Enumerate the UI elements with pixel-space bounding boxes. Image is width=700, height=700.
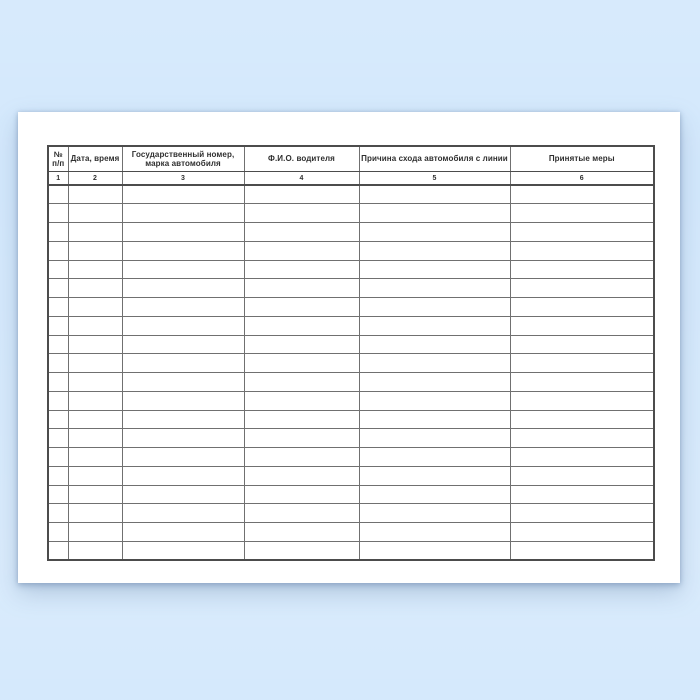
column-number-6: 6 — [510, 172, 654, 186]
empty-cell — [122, 354, 244, 373]
empty-cell — [122, 485, 244, 504]
empty-cell — [244, 241, 359, 260]
empty-cell — [68, 241, 122, 260]
table-row — [48, 223, 654, 242]
empty-cell — [68, 485, 122, 504]
empty-cell — [359, 204, 510, 223]
table-row — [48, 429, 654, 448]
table-row — [48, 373, 654, 392]
empty-cell — [244, 485, 359, 504]
empty-cell — [48, 541, 68, 560]
column-header-driver-name: Ф.И.О. водителя — [244, 146, 359, 172]
empty-cell — [510, 429, 654, 448]
column-header-date-time: Дата, время — [68, 146, 122, 172]
empty-cell — [68, 541, 122, 560]
empty-cell — [244, 429, 359, 448]
empty-cell — [244, 466, 359, 485]
header-row — [48, 146, 654, 172]
empty-cell — [48, 466, 68, 485]
empty-cell — [48, 335, 68, 354]
empty-cell — [48, 523, 68, 542]
empty-cell — [68, 223, 122, 242]
empty-cell — [510, 279, 654, 298]
column-number-5: 5 — [359, 172, 510, 186]
table-row — [48, 354, 654, 373]
empty-cell — [122, 260, 244, 279]
empty-cell — [359, 279, 510, 298]
empty-cell — [359, 504, 510, 523]
empty-rows — [48, 185, 654, 560]
paper-sheet — [18, 112, 680, 583]
column-header-state-number: Государственный номер, марка автомобиля — [122, 146, 244, 172]
table-row — [48, 504, 654, 523]
table-row — [48, 466, 654, 485]
table-row — [48, 485, 654, 504]
empty-cell — [510, 335, 654, 354]
empty-cell — [510, 504, 654, 523]
empty-cell — [359, 391, 510, 410]
empty-cell — [122, 391, 244, 410]
empty-cell — [510, 316, 654, 335]
empty-cell — [68, 504, 122, 523]
empty-cell — [48, 504, 68, 523]
table-row — [48, 523, 654, 542]
empty-cell — [244, 316, 359, 335]
table-row — [48, 185, 654, 204]
empty-cell — [122, 204, 244, 223]
table-row — [48, 316, 654, 335]
empty-cell — [244, 504, 359, 523]
empty-cell — [510, 241, 654, 260]
column-number-1: 1 — [48, 172, 68, 186]
empty-cell — [122, 523, 244, 542]
empty-cell — [48, 204, 68, 223]
table-row — [48, 335, 654, 354]
empty-cell — [359, 448, 510, 467]
empty-cell — [122, 335, 244, 354]
table-row — [48, 241, 654, 260]
empty-cell — [68, 204, 122, 223]
column-header-measures: Принятые меры — [510, 146, 654, 172]
empty-cell — [122, 448, 244, 467]
empty-cell — [122, 466, 244, 485]
empty-cell — [48, 410, 68, 429]
table-row — [48, 410, 654, 429]
empty-cell — [122, 223, 244, 242]
table-head — [48, 146, 654, 185]
empty-cell — [244, 260, 359, 279]
empty-cell — [68, 410, 122, 429]
empty-cell — [122, 316, 244, 335]
empty-cell — [244, 523, 359, 542]
empty-cell — [510, 448, 654, 467]
empty-cell — [122, 185, 244, 204]
empty-cell — [359, 466, 510, 485]
empty-cell — [510, 541, 654, 560]
empty-cell — [48, 448, 68, 467]
empty-cell — [122, 504, 244, 523]
empty-cell — [510, 185, 654, 204]
empty-cell — [122, 241, 244, 260]
empty-cell — [48, 185, 68, 204]
empty-cell — [510, 260, 654, 279]
empty-cell — [68, 185, 122, 204]
empty-cell — [48, 391, 68, 410]
empty-cell — [68, 260, 122, 279]
empty-cell — [68, 279, 122, 298]
empty-cell — [510, 373, 654, 392]
empty-cell — [68, 466, 122, 485]
empty-cell — [510, 391, 654, 410]
empty-cell — [359, 298, 510, 317]
column-numbers-row — [48, 172, 654, 186]
empty-cell — [68, 391, 122, 410]
empty-cell — [510, 410, 654, 429]
empty-cell — [48, 354, 68, 373]
column-number-4: 4 — [244, 172, 359, 186]
empty-cell — [359, 260, 510, 279]
empty-cell — [359, 185, 510, 204]
empty-cell — [48, 373, 68, 392]
empty-cell — [244, 354, 359, 373]
empty-cell — [48, 223, 68, 242]
column-number-2: 2 — [68, 172, 122, 186]
table-row — [48, 391, 654, 410]
empty-cell — [48, 485, 68, 504]
column-header-npp: № п/п — [48, 146, 68, 172]
table-row — [48, 260, 654, 279]
empty-cell — [122, 541, 244, 560]
empty-cell — [510, 204, 654, 223]
empty-cell — [68, 523, 122, 542]
empty-cell — [510, 223, 654, 242]
empty-cell — [244, 279, 359, 298]
empty-cell — [510, 354, 654, 373]
empty-cell — [122, 298, 244, 317]
empty-cell — [244, 223, 359, 242]
empty-cell — [359, 410, 510, 429]
empty-cell — [122, 410, 244, 429]
empty-cell — [48, 279, 68, 298]
empty-cell — [359, 223, 510, 242]
empty-cell — [359, 316, 510, 335]
empty-cell — [122, 279, 244, 298]
empty-cell — [68, 335, 122, 354]
column-header-reason: Причина схода автомобиля с линии — [359, 146, 510, 172]
empty-cell — [510, 485, 654, 504]
empty-cell — [244, 204, 359, 223]
empty-cell — [68, 448, 122, 467]
empty-cell — [359, 335, 510, 354]
empty-cell — [510, 523, 654, 542]
empty-cell — [48, 316, 68, 335]
empty-cell — [68, 354, 122, 373]
table-row — [48, 541, 654, 560]
empty-cell — [48, 260, 68, 279]
empty-cell — [122, 429, 244, 448]
column-number-3: 3 — [122, 172, 244, 186]
empty-cell — [244, 448, 359, 467]
empty-cell — [68, 298, 122, 317]
empty-cell — [68, 373, 122, 392]
table-row — [48, 204, 654, 223]
empty-cell — [68, 316, 122, 335]
empty-cell — [359, 354, 510, 373]
table-row — [48, 298, 654, 317]
empty-cell — [510, 298, 654, 317]
table-row — [48, 448, 654, 467]
empty-cell — [68, 429, 122, 448]
empty-cell — [359, 541, 510, 560]
empty-cell — [244, 373, 359, 392]
empty-cell — [244, 298, 359, 317]
empty-cell — [48, 241, 68, 260]
empty-cell — [244, 410, 359, 429]
empty-cell — [359, 429, 510, 448]
empty-cell — [48, 298, 68, 317]
empty-cell — [48, 429, 68, 448]
empty-cell — [359, 523, 510, 542]
journal-table — [47, 145, 655, 561]
table-row — [48, 279, 654, 298]
empty-cell — [510, 466, 654, 485]
empty-cell — [359, 373, 510, 392]
empty-cell — [244, 541, 359, 560]
empty-cell — [359, 485, 510, 504]
empty-cell — [244, 185, 359, 204]
empty-cell — [122, 373, 244, 392]
empty-cell — [359, 241, 510, 260]
empty-cell — [244, 391, 359, 410]
empty-cell — [244, 335, 359, 354]
